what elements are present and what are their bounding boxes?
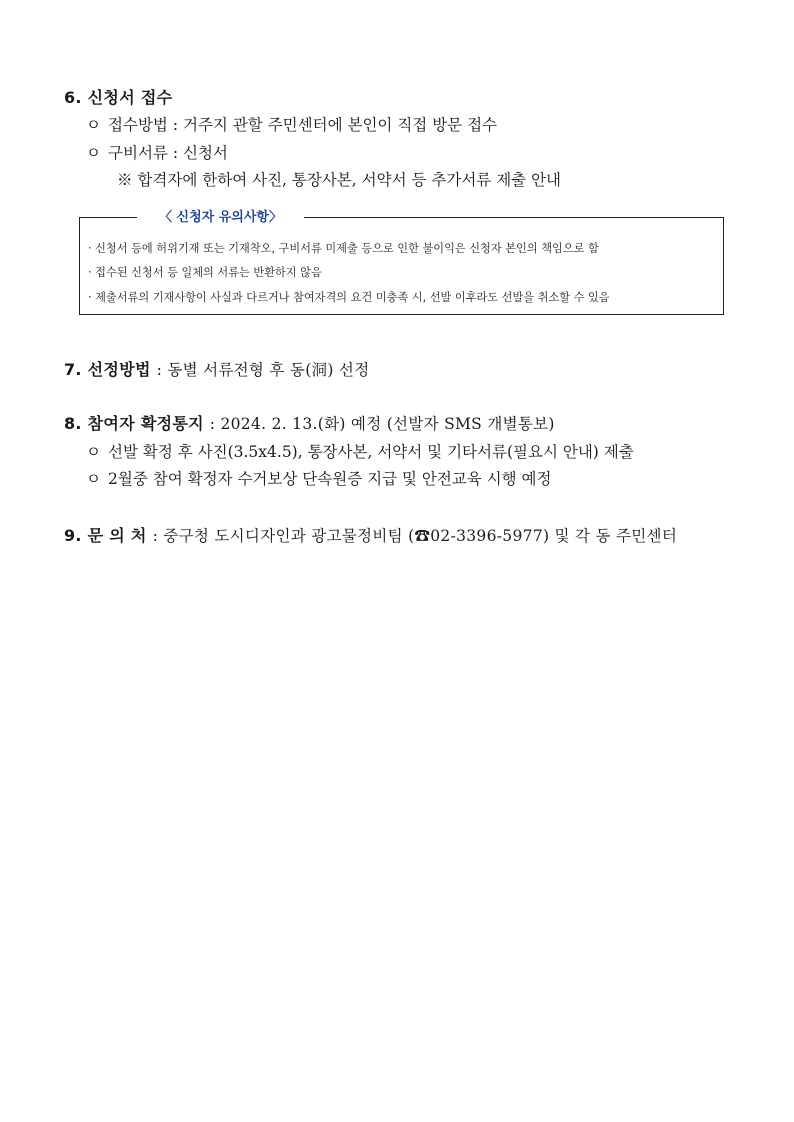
bullet-icon: ㅇ	[86, 443, 101, 461]
section-8-item-training	[86, 467, 552, 489]
section-6-heading: 6. 신청서 접수	[64, 88, 173, 107]
section-9-text: : 중구청 도시디자인과 광고물정비팀 (☎02-3396-5977) 및 각 동 주민센터	[152, 527, 678, 545]
bullet-icon: ㅇ	[86, 116, 101, 134]
section-6-item-documents	[86, 141, 228, 163]
bullet-icon: ㅇ	[86, 470, 101, 488]
section-9	[64, 523, 677, 546]
section-8	[64, 411, 555, 434]
section-8-item-text: 선발 확정 후 사진(3.5x4.5), 통장사본, 서약서 및 기타서류(필요시 안내) 제출	[108, 443, 634, 461]
notice-item: · 신청서 등에 허위기재 또는 기재착오, 구비서류 미제출 등으로 인한 불이익은 신청자 본인의 책임으로 함	[88, 242, 599, 255]
bullet-icon: ㅇ	[86, 144, 101, 162]
section-6-item-method	[86, 113, 497, 135]
section-6-note: ※ 합격자에 한하여 사진, 통장사본, 서약서 등 추가서류 제출 안내	[117, 171, 562, 189]
section-9-heading: 9. 문 의 처	[64, 526, 147, 545]
section-7-heading: 7. 선정방법	[64, 360, 151, 379]
section-6-item-text: 접수방법 : 거주지 관할 주민센터에 본인이 직접 방문 접수	[108, 116, 498, 134]
section-8-text: : 2024. 2. 13.(화) 예정 (선발자 SMS 개별통보)	[209, 415, 555, 433]
section-7-text: : 동별 서류전형 후 동(洞) 선정	[156, 361, 370, 379]
section-8-heading: 8. 참여자 확정통지	[64, 414, 204, 433]
section-6-item-text: 구비서류 : 신청서	[108, 144, 228, 162]
notice-item: · 제출서류의 기재사항이 사실과 다르거나 참여자격의 요건 미충족 시, 선발 이후라도 선발을 취소할 수 있음	[88, 291, 610, 304]
section-8-item-text: 2월중 참여 확정자 수거보상 단속원증 지급 및 안전교육 시행 예정	[108, 470, 552, 488]
notice-item: · 접수된 신청서 등 일체의 서류는 반환하지 않음	[88, 266, 322, 279]
section-8-item-documents	[86, 440, 634, 462]
section-7	[64, 357, 369, 380]
notice-title: 〈 신청자 유의사항〉	[137, 206, 304, 225]
